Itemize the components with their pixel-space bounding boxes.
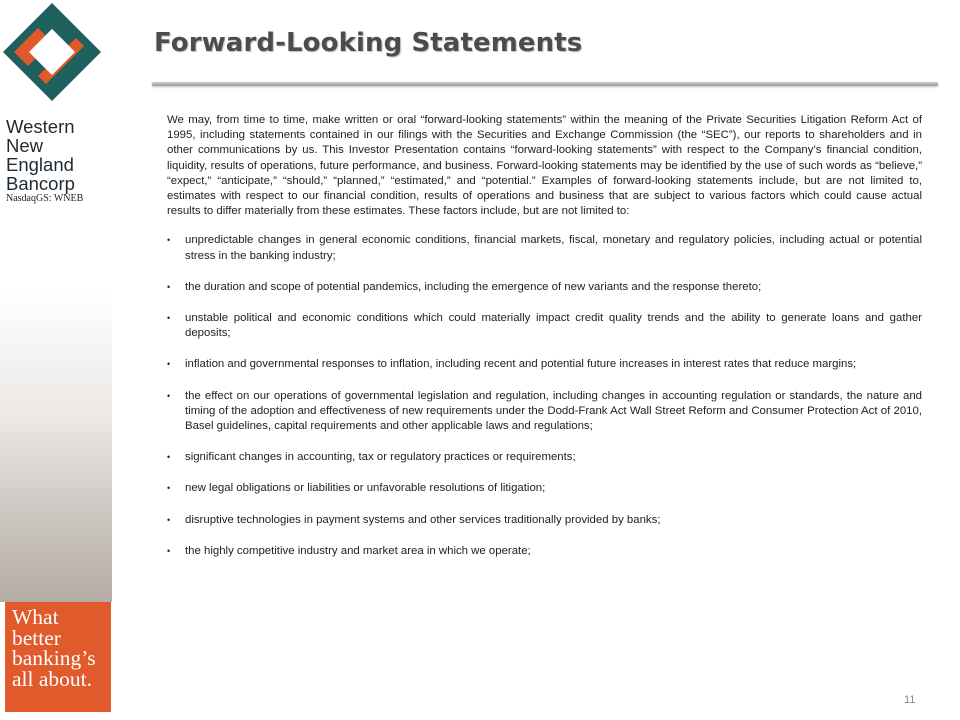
bullet-icon: •	[167, 390, 171, 401]
brand-sidebar	[0, 0, 112, 720]
list-item-text: significant changes in accounting, tax or regulatory practices or requirements;	[185, 451, 576, 464]
list-item	[167, 544, 922, 559]
brand-name: Western New England Bancorp	[6, 116, 75, 194]
bullet-icon: •	[167, 483, 171, 494]
tagline-text: What better banking’s all about.	[12, 605, 96, 691]
list-item-text: new legal obligations or liabilities or unfavorable resolutions of litigation;	[185, 482, 546, 495]
list-item-text: the highly competitive industry and market area in which we operate;	[185, 544, 531, 557]
list-item	[167, 389, 922, 435]
slide-title: Forward-Looking Statements	[154, 28, 583, 58]
bullet-icon: •	[167, 313, 171, 324]
list-item-text: unpredictable changes in general economic conditions, financial markets, fiscal, monetary and regulatory policies, including actual or potential stress in the banking industry;	[185, 234, 922, 262]
list-item	[167, 357, 922, 372]
list-item	[167, 280, 922, 295]
list-item-text: disruptive technologies in payment systems and other services traditionally provided by banks;	[185, 513, 661, 526]
list-item	[167, 233, 922, 263]
list-item	[167, 481, 922, 496]
slide-content	[167, 113, 922, 559]
list-item	[167, 513, 922, 528]
bullet-icon: •	[167, 545, 171, 556]
page-number: 11	[904, 694, 916, 706]
factor-list	[167, 233, 922, 559]
bullet-icon: •	[167, 281, 171, 292]
sidebar-gradient	[0, 290, 112, 602]
bullet-icon: •	[167, 514, 171, 525]
list-item	[167, 450, 922, 465]
list-item	[167, 311, 922, 341]
list-item-text: unstable political and economic conditions which could materially impact credit quality trends and the ability to generate loans and gather deposits;	[185, 312, 922, 340]
diamond-logo-icon	[0, 0, 104, 104]
list-item-text: the duration and scope of potential pandemics, including the emergence of new variants and the response thereto;	[185, 280, 762, 293]
list-item-text: inflation and governmental responses to inflation, including recent and potential future increases in interest rates that reduce margins;	[185, 358, 857, 371]
list-item-text: the effect on our operations of governmental legislation and regulation, including changes in accounting regulation or standards, the nature and timing of the adoption and effectiveness of new requirements under the Dodd-Frank Act Wall Street Reform and Consumer Protection Act of 2010, Basel guidelines, capital requirements and other applicable laws and regulations;	[185, 389, 922, 433]
intro-paragraph: We may, from time to time, make written or oral “forward-looking statements” within the meaning of the Private Securities Litigation Reform Act of 1995, including statements contained in our filings with the Securities and Exchange Commission (the “SEC”), our reports to shareholders and in other communications by us. This Investor Presentation contains “forward-looking statements” with respect to the Company’s financial condition, liquidity, results of operations, future performance, and business. Forward-looking statements may be identified by the use of such words as “believe,” “expect,” “anticipate,” “should,” “planned,” “estimated,” and “potential.” Examples of forward-looking statements include, but are not limited to, estimates with respect to our financial condition, results of operations and business that are subject to various factors which could cause actual results to differ materially from these estimates. These factors include, but are not limited to:	[167, 114, 922, 218]
tagline-box	[5, 602, 111, 712]
bullet-icon: •	[167, 452, 171, 463]
title-divider	[152, 82, 938, 86]
ticker-symbol: NasdaqGS: WNEB	[6, 193, 84, 204]
bullet-icon: •	[167, 235, 171, 246]
bullet-icon: •	[167, 359, 171, 370]
